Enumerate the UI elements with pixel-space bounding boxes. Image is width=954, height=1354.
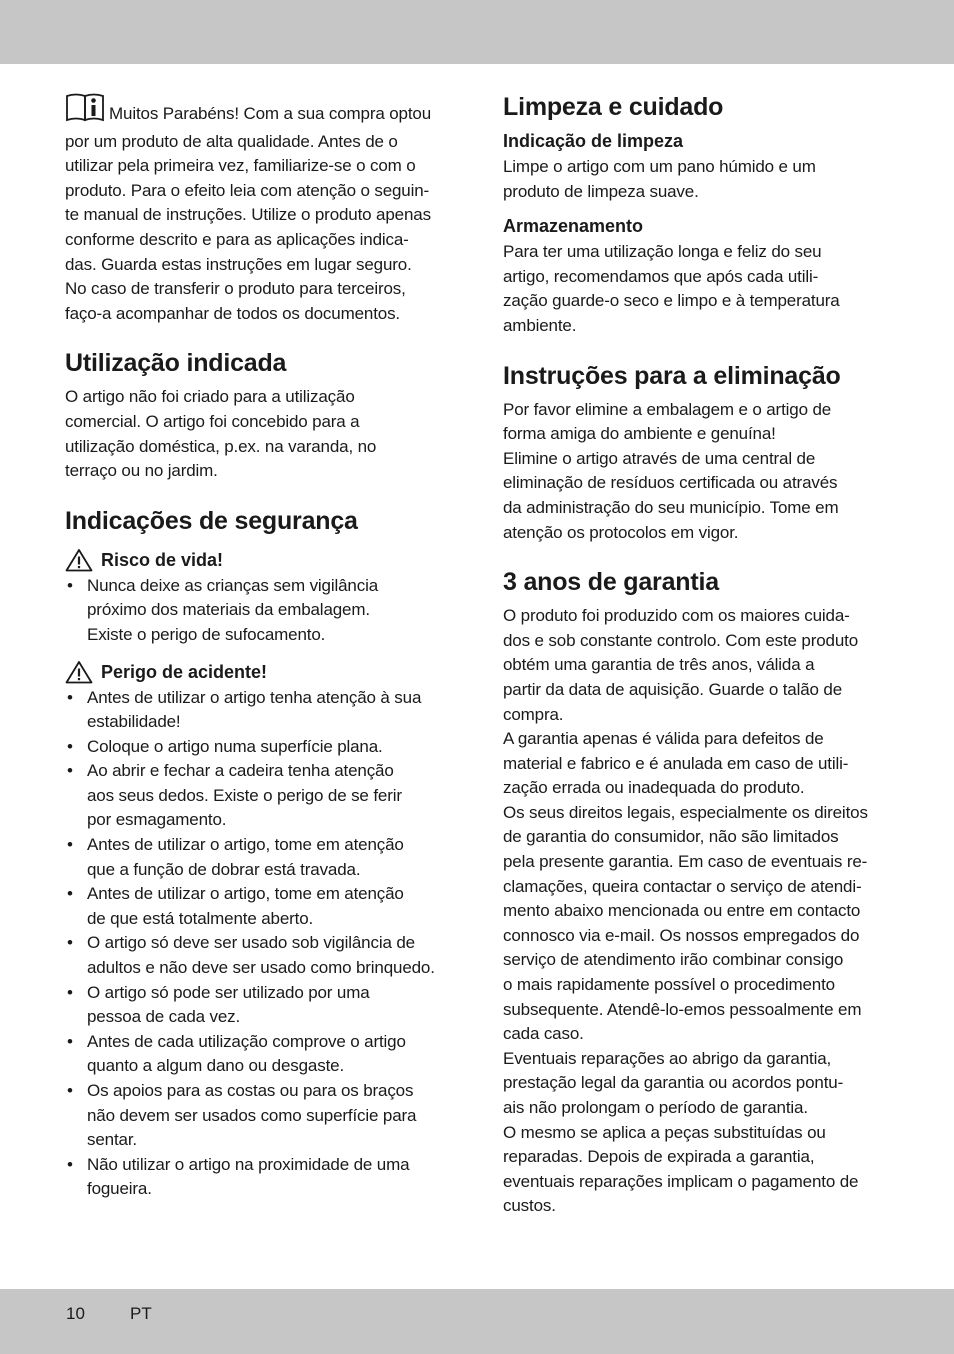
text-line: da administração do seu município. Tome em	[503, 497, 839, 517]
intro-paragraph	[65, 92, 457, 326]
list-item	[65, 735, 457, 760]
intro-line: faço-a acompanhar de todos os documentos.	[65, 303, 401, 323]
text-line: Elimine o artigo através de uma central de	[503, 448, 816, 468]
text-line: terraço ou no jardim.	[65, 461, 218, 481]
language-code: PT	[130, 1304, 152, 1323]
accident-danger-label: Perigo de acidente!	[101, 661, 268, 682]
text-line: custos.	[503, 1196, 556, 1216]
text-line: ambiente.	[503, 315, 577, 335]
text-line: Não utilizar o artigo na proximidade de uma	[87, 1154, 410, 1174]
list-item	[65, 686, 457, 735]
list-item	[65, 1079, 457, 1153]
text-line: artigo, recomendamos que após cada utili-	[503, 266, 819, 286]
cleaning-note-paragraph	[503, 155, 895, 204]
intro-line: das. Guarda estas instruções em lugar seguro.	[65, 254, 412, 274]
warning-triangle-icon	[65, 660, 93, 684]
text-line: Ao abrir e fechar a cadeira tenha atenção	[87, 761, 394, 781]
left-column	[65, 92, 457, 1202]
text-line: material e fabrico e é anulada em caso de utili-	[503, 753, 849, 773]
text-line: sentar.	[87, 1130, 137, 1150]
intro-line: conforme descrito e para as aplicações indica-	[65, 229, 409, 249]
text-line: pela presente garantia. Em caso de eventuais re-	[503, 852, 868, 872]
text-line: obtém uma garantia de três anos, válida a	[503, 655, 815, 675]
storage-heading: Armazenamento	[503, 216, 644, 237]
text-line: A garantia apenas é válida para defeitos de	[503, 729, 824, 749]
intro-line: por um produto de alta qualidade. Antes de o	[65, 131, 398, 151]
list-item	[65, 931, 457, 980]
warranty-heading: 3 anos de garantia	[503, 568, 719, 597]
intro-line: produto. Para o efeito leia com atenção o seguin-	[65, 180, 430, 200]
page-number: 10	[66, 1304, 85, 1323]
risk-of-life-label: Risco de vida!	[101, 549, 224, 570]
risk-of-life-list	[65, 574, 457, 648]
text-line: pessoa de cada vez.	[87, 1007, 241, 1027]
text-line: Eventuais reparações ao abrigo da garantia,	[503, 1048, 832, 1068]
text-line: adultos e não deve ser usado como brinquedo.	[87, 958, 435, 978]
text-line: de que está totalmente aberto.	[87, 908, 314, 928]
text-line: eventuais reparações implicam o pagamento de	[503, 1171, 859, 1191]
text-line: Os seus direitos legais, especialmente os direitos	[503, 802, 868, 822]
list-item	[65, 981, 457, 1030]
warning-triangle-icon	[65, 548, 93, 572]
text-line: zação guarde-o seco e limpo e à temperatura	[503, 291, 840, 311]
safety-heading: Indicações de segurança	[65, 506, 358, 535]
accident-danger-heading	[65, 660, 457, 684]
list-item	[65, 1153, 457, 1202]
text-line: connosco via e-mail. Os nossos empregados do	[503, 925, 860, 945]
text-line: Antes de utilizar o artigo, tome em atenção	[87, 884, 404, 904]
text-line: mento abaixo mencionada ou entre em contacto	[503, 901, 861, 921]
text-line: dos e sob constante controlo. Com este produto	[503, 630, 859, 650]
list-item	[65, 574, 457, 648]
text-line: não devem ser usados como superfície para	[87, 1105, 417, 1125]
text-line: Antes de utilizar o artigo tenha atenção à sua	[87, 687, 422, 707]
text-line: zação errada ou inadequada do produto.	[503, 778, 805, 798]
header-band	[0, 0, 954, 64]
text-line: fogueira.	[87, 1179, 152, 1199]
text-line: reparadas. Depois de expirada a garantia,	[503, 1147, 815, 1167]
disposal-heading: Instruções para a eliminação	[503, 361, 841, 390]
text-line: serviço de atendimento irão combinar consigo	[503, 950, 844, 970]
text-line: Os apoios para as costas ou para os braços	[87, 1081, 414, 1100]
list-item	[65, 1030, 457, 1079]
text-line: Por favor elimine a embalagem e o artigo de	[503, 399, 832, 419]
intended-use-paragraph	[65, 385, 457, 483]
text-line: Antes de cada utilização comprove o artigo	[87, 1031, 406, 1051]
text-line: aos seus dedos. Existe o perigo de se ferir	[87, 785, 402, 805]
text-line: ais não prolongam o período de garantia.	[503, 1098, 808, 1117]
text-line: de garantia do consumidor, não são limitados	[503, 827, 839, 847]
text-line: Nunca deixe as crianças sem vigilância	[87, 575, 378, 595]
text-line: partir da data de aquisição. Guarde o talão de	[503, 679, 843, 699]
manual-info-icon	[65, 92, 105, 130]
text-line: O artigo só deve ser usado sob vigilância de	[87, 933, 415, 953]
text-line: Limpe o artigo com um pano húmido e um	[503, 157, 816, 176]
warranty-paragraph	[503, 604, 895, 1219]
list-item	[65, 882, 457, 931]
text-line: prestação legal da garantia ou acordos pontu-	[503, 1073, 844, 1093]
text-line: clamações, queira contactar o serviço de atendi-	[503, 876, 862, 896]
list-item	[65, 759, 457, 833]
accident-danger-list	[65, 686, 457, 1202]
text-line: produto de limpeza suave.	[503, 181, 699, 201]
text-line: por esmagamento.	[87, 810, 227, 830]
intro-line: No caso de transferir o produto para terceiros,	[65, 279, 406, 299]
text-line: subsequente. Atendê-lo-emos pessoalmente em	[503, 999, 862, 1019]
text-line: comercial. O artigo foi concebido para a	[65, 411, 360, 431]
intro-line: utilizar pela primeira vez, familiarize-se o com o	[65, 156, 416, 176]
cleaning-heading: Limpeza e cuidado	[503, 93, 724, 121]
intended-use-heading: Utilização indicada	[65, 349, 287, 378]
text-line: compra.	[503, 704, 564, 724]
text-line: forma amiga do ambiente e genuína!	[503, 424, 776, 444]
text-line: utilização doméstica, p.ex. na varanda, no	[65, 436, 377, 456]
text-line: o mais rapidamente possível o procedimento	[503, 975, 835, 995]
disposal-paragraph	[503, 398, 895, 546]
text-line: O mesmo se aplica a peças substituídas ou	[503, 1122, 826, 1142]
text-line: Coloque o artigo numa superfície plana.	[87, 736, 383, 756]
right-column	[503, 92, 895, 1219]
storage-paragraph	[503, 240, 895, 338]
text-line: próximo dos materiais da embalagem.	[87, 600, 370, 620]
text-line: Para ter uma utilização longa e feliz do seu	[503, 242, 822, 262]
text-line: eliminação de resíduos certificada ou através	[503, 473, 838, 493]
text-line: atenção os protocolos em vigor.	[503, 522, 739, 542]
cleaning-note-heading: Indicação de limpeza	[503, 131, 684, 151]
intro-line: te manual de instruções. Utilize o produto apenas	[65, 205, 431, 225]
intro-line: Muitos Parabéns! Com a sua compra optou	[109, 104, 432, 123]
text-line: estabilidade!	[87, 712, 181, 732]
text-line: Existe o perigo de sufocamento.	[87, 624, 326, 644]
risk-of-life-heading	[65, 548, 457, 572]
text-line: O produto foi produzido com os maiores cuida-	[503, 606, 850, 626]
text-line: quanto a algum dano ou desgaste.	[87, 1056, 345, 1076]
text-line: O artigo não foi criado para a utilização	[65, 387, 355, 407]
text-line: O artigo só pode ser utilizado por uma	[87, 982, 370, 1002]
list-item	[65, 833, 457, 882]
text-line: que a função de dobrar está travada.	[87, 859, 361, 879]
text-line: Antes de utilizar o artigo, tome em atenção	[87, 835, 404, 855]
text-line: cada caso.	[503, 1024, 584, 1044]
